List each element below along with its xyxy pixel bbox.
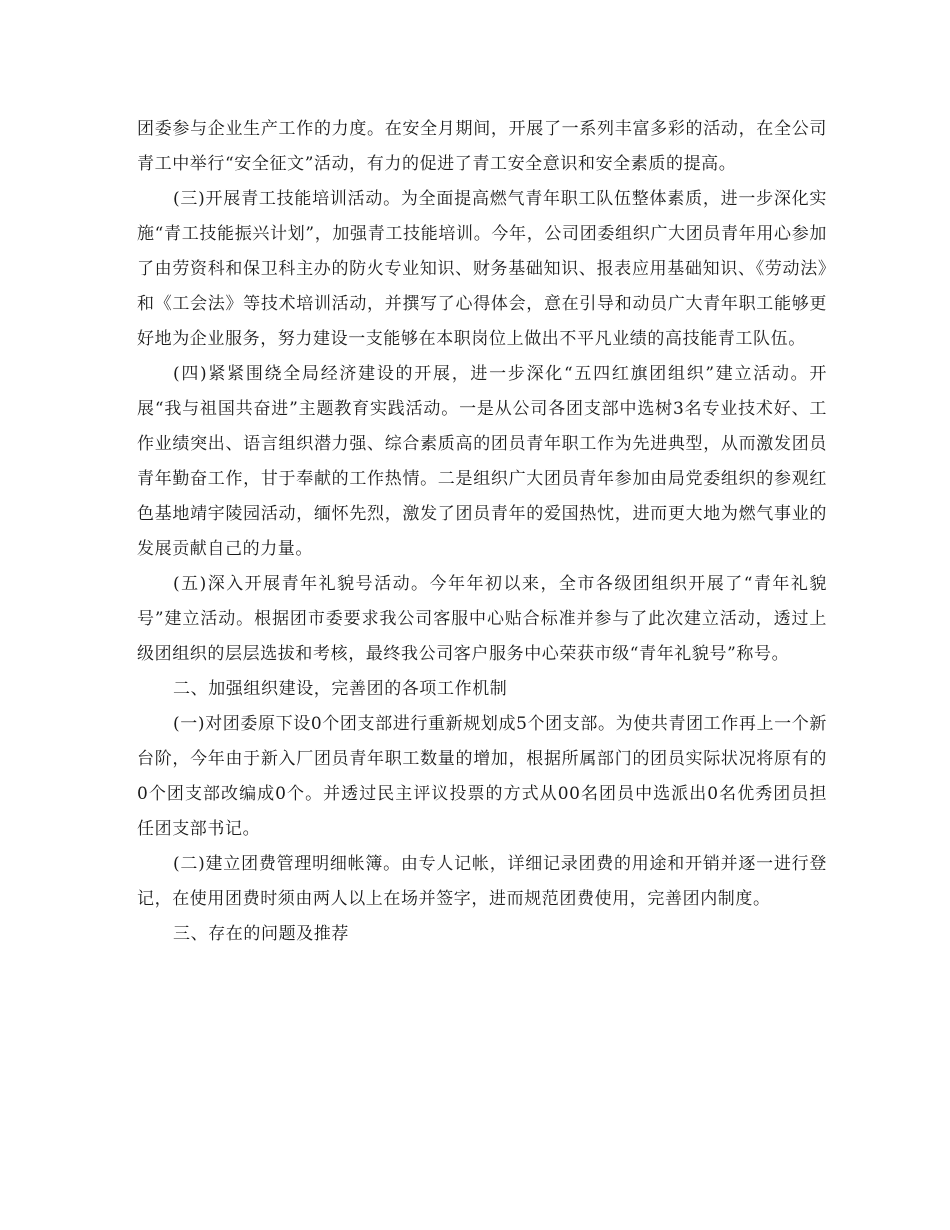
- paragraph-branch-reorg: (一)对团委原下设0个团支部进行重新规划成5个团支部。为使共青团工作再上一个新台阶，今年由于新入厂团员青年职工数量的增加，根据所属部门的团员实际状况将原有的0个团支部改编成0个。并透过民主评议投票的方式从00名团员中选派出0名优秀团员担任团支部书记。: [137, 714, 827, 839]
- paragraph-youth-civility: (五)深入开展青年礼貌号活动。今年年初以来，全市各级团组织开展了“青年礼貌号”建立活动。根据团市委要求我公司客服中心贴合标准并参与了此次建立活动，透过上级团组织的层层选拔和考核，最终我公司客户服务中心荣获市级“青年礼貌号”称号。: [137, 574, 827, 664]
- section-three-heading: 三、存在的问题及推荐: [173, 924, 349, 944]
- paragraph-dues-ledger: (二)建立团费管理明细帐簿。由专人记帐，详细记录团费的用途和开销并逐一进行登记，在使用团费时须由两人以上在场并签字，进而规范团费使用，完善团内制度。: [137, 854, 827, 909]
- paragraph-skills-training: (三)开展青工技能培训活动。为全面提高燃气青年职工队伍整体素质，进一步深化实施“青工技能振兴计划”，加强青工技能培训。今年，公司团委组织广大团员青年用心参加了由劳资科和保卫科主办的防火专业知识、财务基础知识、报表应用基础知识、《劳动法》和《工会法》等技术培训活动，并撰写了心得体会，意在引导和动员广大青年职工能够更好地为企业服务，努力建设一支能够在本职岗位上做出不平凡业绩的高技能青工队伍。: [137, 189, 827, 349]
- document-body: [137, 112, 827, 952]
- section-two-heading: 二、加强组织建设，完善团的各项工作机制: [173, 679, 508, 699]
- paragraph-may-fourth: (四)紧紧围绕全局经济建设的开展，进一步深化“五四红旗团组织”建立活动。开展“我与祖国共奋进”主题教育实践活动。一是从公司各团支部中选树3名专业技术好、工作业绩突出、语言组织潜力强、综合素质高的团员青年职工作为先进典型，从而激发团员青年勤奋工作，甘于奉献的工作热情。二是组织广大团员青年参加由局党委组织的参观红色基地靖宇陵园活动，缅怀先烈，激发了团员青年的爱国热忱，进而更大地为燃气事业的发展贡献自己的力量。: [137, 364, 827, 559]
- paragraph-safety-month: 团委参与企业生产工作的力度。在安全月期间，开展了一系列丰富多彩的活动，在全公司青工中举行“安全征文”活动，有力的促进了青工安全意识和安全素质的提高。: [137, 119, 827, 174]
